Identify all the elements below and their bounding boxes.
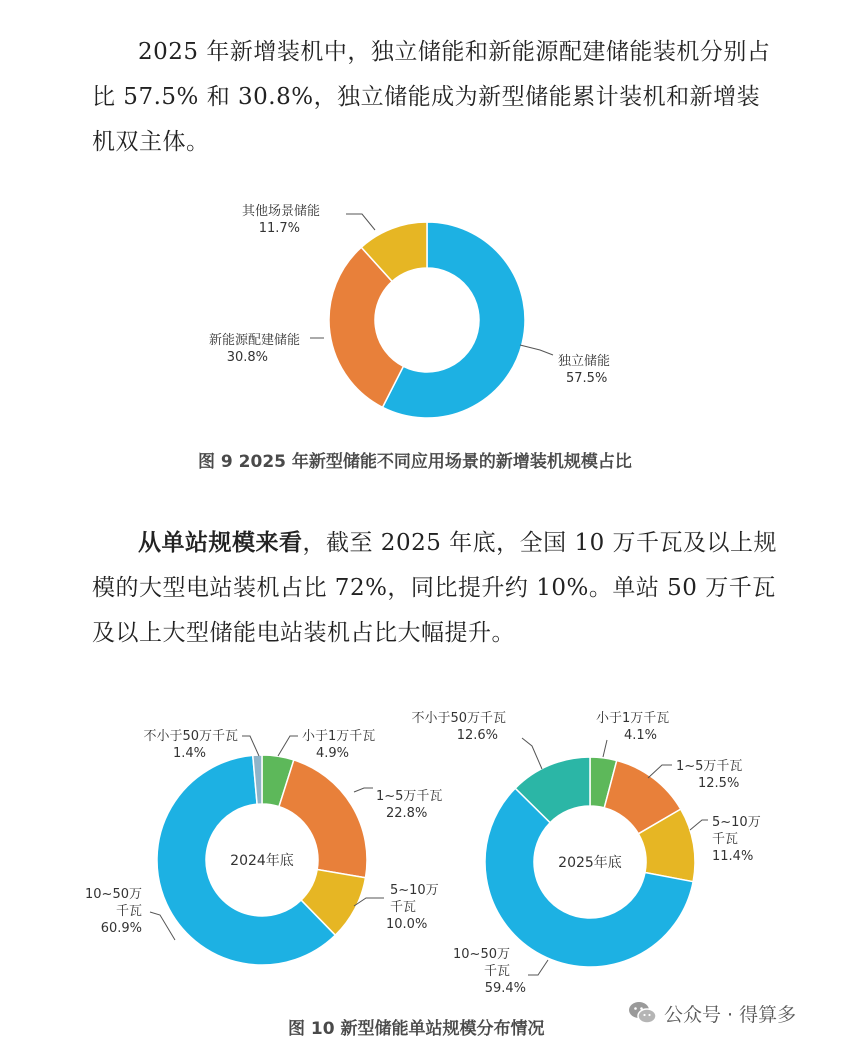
leader-line — [520, 345, 553, 355]
slice-value-label: 59.4% — [484, 981, 526, 996]
slice-label: 1~5万千瓦 — [376, 789, 443, 804]
slice-label: 小于1万千瓦 — [302, 729, 376, 744]
leader-line — [690, 820, 708, 830]
paragraph-2-lead: 从单站规模来看 — [138, 529, 303, 556]
leader-line — [522, 738, 542, 769]
leader-line — [346, 214, 375, 230]
slice-label: 5~10万 — [712, 815, 761, 830]
slice-value-label: 11.7% — [258, 221, 300, 236]
leader-line — [242, 736, 259, 756]
paragraph-2-text: ，截至 2025 年底，全国 10 万千瓦及以上规模的大型电站装机占比 72%，同比提升约 10%。单站 50 万千瓦及以上大型储能电站装机占比大幅提升。 — [92, 530, 778, 646]
slice-label: 其他场景储能 — [241, 204, 320, 219]
slice-value-label: 12.5% — [698, 776, 740, 791]
paragraph-1-text: 2025 年新增装机中，独立储能和新能源配建储能装机分别占比 57.5% 和 30.8%，独立储能成为新型储能累计装机和新增装机双主体。 — [92, 39, 771, 155]
slice-value-label: 60.9% — [100, 921, 142, 936]
figure-10-caption: 图 10 新型储能单站规模分布情况 — [288, 1019, 545, 1039]
slice-value-label: 22.8% — [386, 806, 428, 821]
watermark-text: 公众号 · 得算多 — [664, 1003, 797, 1026]
donut-center-label: 2024年底 — [230, 853, 294, 869]
slice-label: 千瓦 — [712, 832, 739, 847]
slice-label: 千瓦 — [390, 900, 417, 915]
wechat-icon — [628, 1000, 658, 1026]
slice-label: 10~50万 — [85, 887, 142, 902]
slice-value-label: 12.6% — [456, 728, 498, 743]
slice-label: 5~10万 — [390, 883, 439, 898]
slice-label: 千瓦 — [483, 964, 510, 979]
slice-label: 不小于50万千瓦 — [143, 729, 238, 744]
slice-label: 1~5万千瓦 — [676, 759, 743, 774]
slice-label: 不小于50万千瓦 — [411, 711, 506, 726]
pie-charts-station-scale — [0, 690, 867, 1005]
leader-line — [528, 960, 548, 975]
slice-value-label: 57.5% — [566, 371, 608, 386]
leader-line — [278, 736, 298, 756]
slice-value-label: 30.8% — [226, 350, 268, 365]
donut-center-label: 2025年底 — [558, 855, 622, 871]
pie-chart-application-scenarios — [0, 180, 867, 440]
leader-line — [150, 912, 175, 940]
slice-value-label: 1.4% — [172, 746, 206, 761]
figure-9-caption: 图 9 2025 年新型储能不同应用场景的新增装机规模占比 — [198, 452, 632, 472]
paragraph-2 — [92, 520, 782, 656]
leader-line — [603, 740, 607, 757]
slice-label: 10~50万 — [453, 947, 510, 962]
slice-label: 小于1万千瓦 — [596, 711, 670, 726]
slice-label: 新能源配建储能 — [208, 333, 300, 348]
slice-value-label: 4.1% — [624, 728, 658, 743]
slice-label: 千瓦 — [115, 904, 142, 919]
watermark — [628, 998, 796, 1028]
leader-line — [354, 788, 373, 792]
slice-label: 独立储能 — [558, 354, 611, 369]
slice-value-label: 10.0% — [386, 917, 428, 932]
slice-value-label: 11.4% — [712, 849, 754, 864]
slice-value-label: 4.9% — [316, 746, 350, 761]
paragraph-1 — [92, 30, 782, 165]
